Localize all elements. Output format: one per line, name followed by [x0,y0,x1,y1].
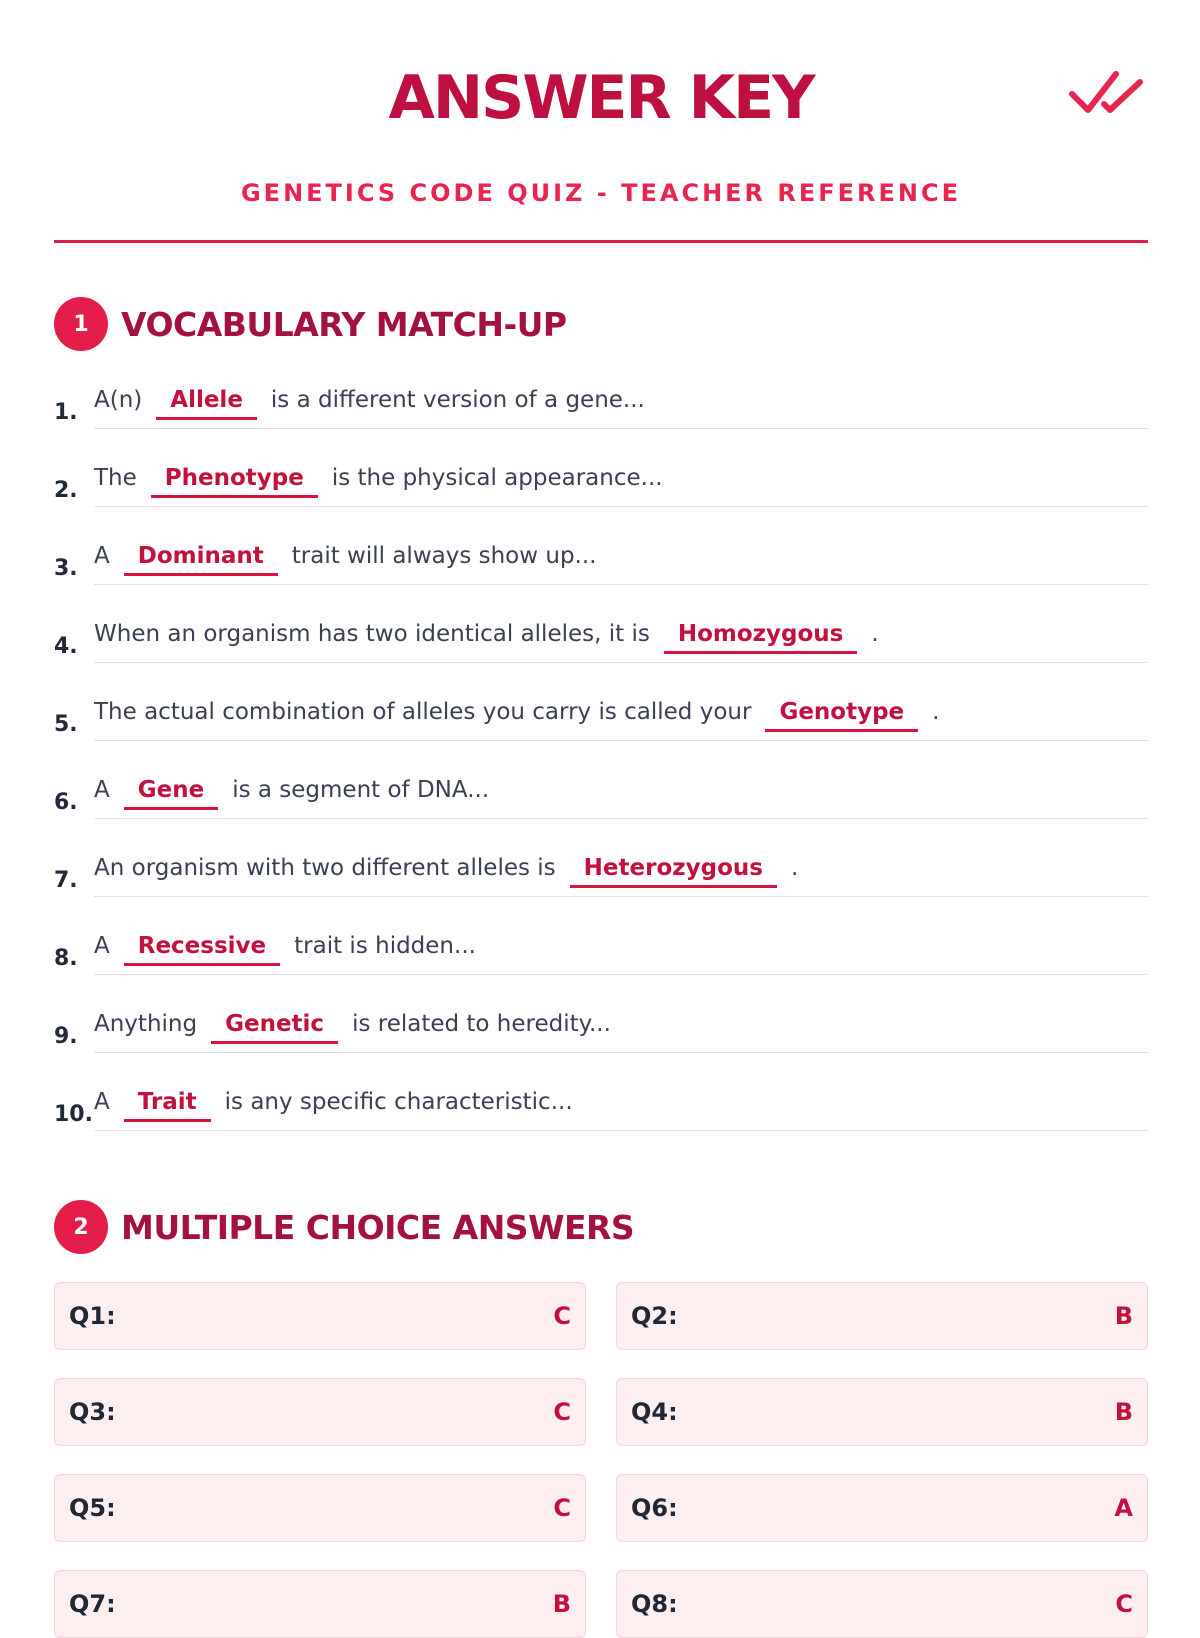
vocab-sentence [94,840,1148,897]
item-number: 3. [54,556,78,581]
sentence-end: is any specific characteristic... [224,1089,573,1115]
sentence-start: An organism with two different alleles is [94,855,556,881]
vocab-sentence [94,762,1148,819]
item-number: 7. [54,868,78,893]
list-item [54,528,1148,606]
vocab-sentence [94,606,1148,663]
answer-term: Heterozygous [570,855,777,888]
answer-letter: A [1114,1494,1133,1522]
sentence-start: The actual combination of alleles you carry is called your [94,699,752,725]
section-number-badge: 2 [54,1200,108,1254]
sentence-start: The [94,465,137,491]
answer-letter: C [1115,1590,1133,1618]
section-title: MULTIPLE CHOICE ANSWERS [121,1207,635,1247]
vocab-sentence [94,528,1148,585]
question-label: Q8: [631,1590,678,1618]
answer-term: Trait [124,1089,211,1122]
answer-term: Genetic [211,1011,338,1044]
vocab-sentence [94,918,1148,975]
multiple-choice-grid [54,1282,1148,1638]
list-item [54,918,1148,996]
vocab-sentence [94,450,1148,507]
item-number: 10. [54,1102,93,1127]
list-item [54,450,1148,528]
answer-card [54,1378,586,1446]
sentence-end: trait will always show up... [291,543,597,569]
sentence-start: When an organism has two identical alleles, it is [94,621,650,647]
sentence-end: . [932,699,940,725]
sentence-end: is a different version of a gene... [270,387,645,413]
sentence-start: A [94,777,110,803]
sentence-end: trait is hidden... [294,933,476,959]
vocab-sentence [94,996,1148,1053]
answer-term: Gene [124,777,218,810]
answer-letter: C [553,1302,571,1330]
item-number: 1. [54,400,78,425]
header-divider [54,240,1148,243]
answer-term: Genotype [765,699,918,732]
answer-term: Recessive [124,933,280,966]
sentence-start: A [94,543,110,569]
sentence-start: Anything [94,1011,198,1037]
sentence-start: A [94,933,110,959]
sentence-end: . [790,855,799,881]
answer-letter: B [552,1590,571,1618]
section-title: VOCABULARY MATCH-UP [121,304,567,344]
answer-card [54,1474,586,1542]
answer-card [616,1282,1148,1350]
vocab-sentence [94,1074,1148,1131]
vocab-sentence [94,372,1148,429]
question-label: Q1: [69,1302,116,1330]
list-item [54,996,1148,1074]
section-vocabulary-header [54,297,567,351]
list-item [54,840,1148,918]
item-number: 4. [54,634,78,659]
section-multiple-choice-header [54,1200,634,1254]
list-item [54,1074,1148,1152]
item-number: 9. [54,1024,78,1049]
answer-card [54,1570,586,1638]
answer-card [54,1282,586,1350]
question-label: Q7: [69,1590,116,1618]
answer-letter: C [553,1398,571,1426]
answer-term: Allele [156,387,257,420]
page-title: ANSWER KEY [388,63,814,133]
sentence-end: is the physical appearance... [331,465,663,491]
sentence-start: A [94,1089,110,1115]
item-number: 6. [54,790,78,815]
list-item [54,762,1148,840]
vocabulary-list [54,372,1148,1152]
page-subtitle: GENETICS CODE QUIZ - TEACHER REFERENCE [240,179,962,207]
sentence-end: . [871,621,879,647]
item-number: 8. [54,946,78,971]
question-label: Q6: [631,1494,678,1522]
answer-term: Dominant [124,543,278,576]
double-check-icon [1068,64,1148,122]
answer-card [616,1570,1148,1638]
answer-card [616,1378,1148,1446]
sentence-start: A(n) [94,387,143,413]
question-label: Q3: [69,1398,116,1426]
item-number: 5. [54,712,78,737]
list-item [54,606,1148,684]
sentence-end: is related to heredity... [352,1011,611,1037]
item-number: 2. [54,478,78,503]
sentence-end: is a segment of DNA... [232,777,490,803]
answer-letter: B [1114,1398,1133,1426]
answer-term: Phenotype [151,465,318,498]
answer-letter: B [1114,1302,1133,1330]
question-label: Q5: [69,1494,116,1522]
question-label: Q4: [631,1398,678,1426]
question-label: Q2: [631,1302,678,1330]
vocab-sentence [94,684,1148,741]
list-item [54,372,1148,450]
answer-term: Homozygous [664,621,858,654]
answer-letter: C [553,1494,571,1522]
list-item [54,684,1148,762]
answer-card [616,1474,1148,1542]
section-number-badge: 1 [54,297,108,351]
